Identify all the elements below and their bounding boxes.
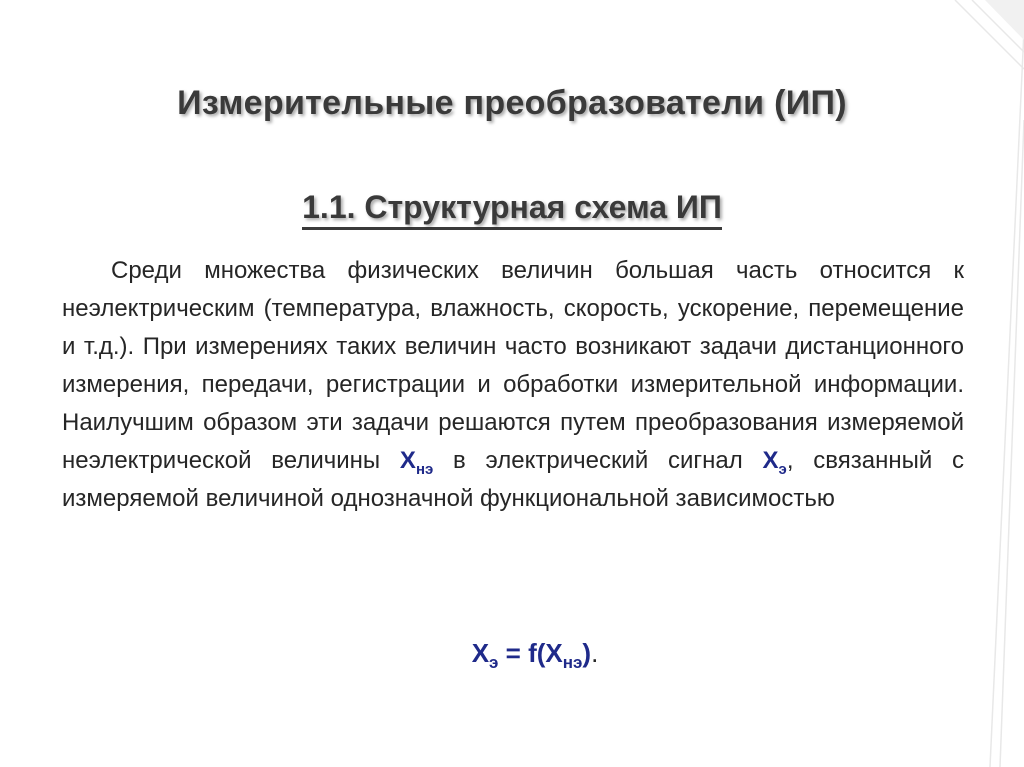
formula-expression xyxy=(471,638,592,672)
paragraph-text-2: в электрический сигнал xyxy=(433,447,763,474)
formula-lhs: X xyxy=(471,638,490,668)
symbol-x-e-letter: X xyxy=(762,447,779,474)
paragraph-text-1: Среди множества физических величин большая часть относится к неэлектрическим (температура, влажность, скорость, ускорение, перемещение и т.д.). При измерениях таких величин часто возникают задачи дистанционного измерения, передачи, регистрации и обработки измерительной информации. Наилучшим образом эти задачи решаются путем преобразования измеряемой неэлектрической величины xyxy=(62,257,964,474)
formula xyxy=(0,638,1024,672)
symbol-x-ne xyxy=(399,447,434,478)
formula-arg-subscript: нэ xyxy=(562,653,583,672)
formula-end: . xyxy=(591,638,599,668)
symbol-x-e-subscript: э xyxy=(778,461,787,478)
formula-lhs-subscript: э xyxy=(489,653,499,672)
slide-title: Измерительные преобразователи (ИП) xyxy=(177,84,847,122)
formula-close: ) xyxy=(582,638,592,668)
formula-middle: = f(X xyxy=(498,638,563,668)
symbol-x-ne-letter: X xyxy=(399,447,416,474)
symbol-x-e xyxy=(762,447,787,478)
body-paragraph xyxy=(62,252,964,518)
section-subtitle: 1.1. Структурная схема ИП xyxy=(302,188,722,230)
symbol-x-ne-subscript: нэ xyxy=(415,461,434,478)
subtitle-container xyxy=(0,188,1024,230)
paragraph-text-3: , связанный с измеряемой величиной однозначной функциональной зависимостью xyxy=(62,447,964,512)
